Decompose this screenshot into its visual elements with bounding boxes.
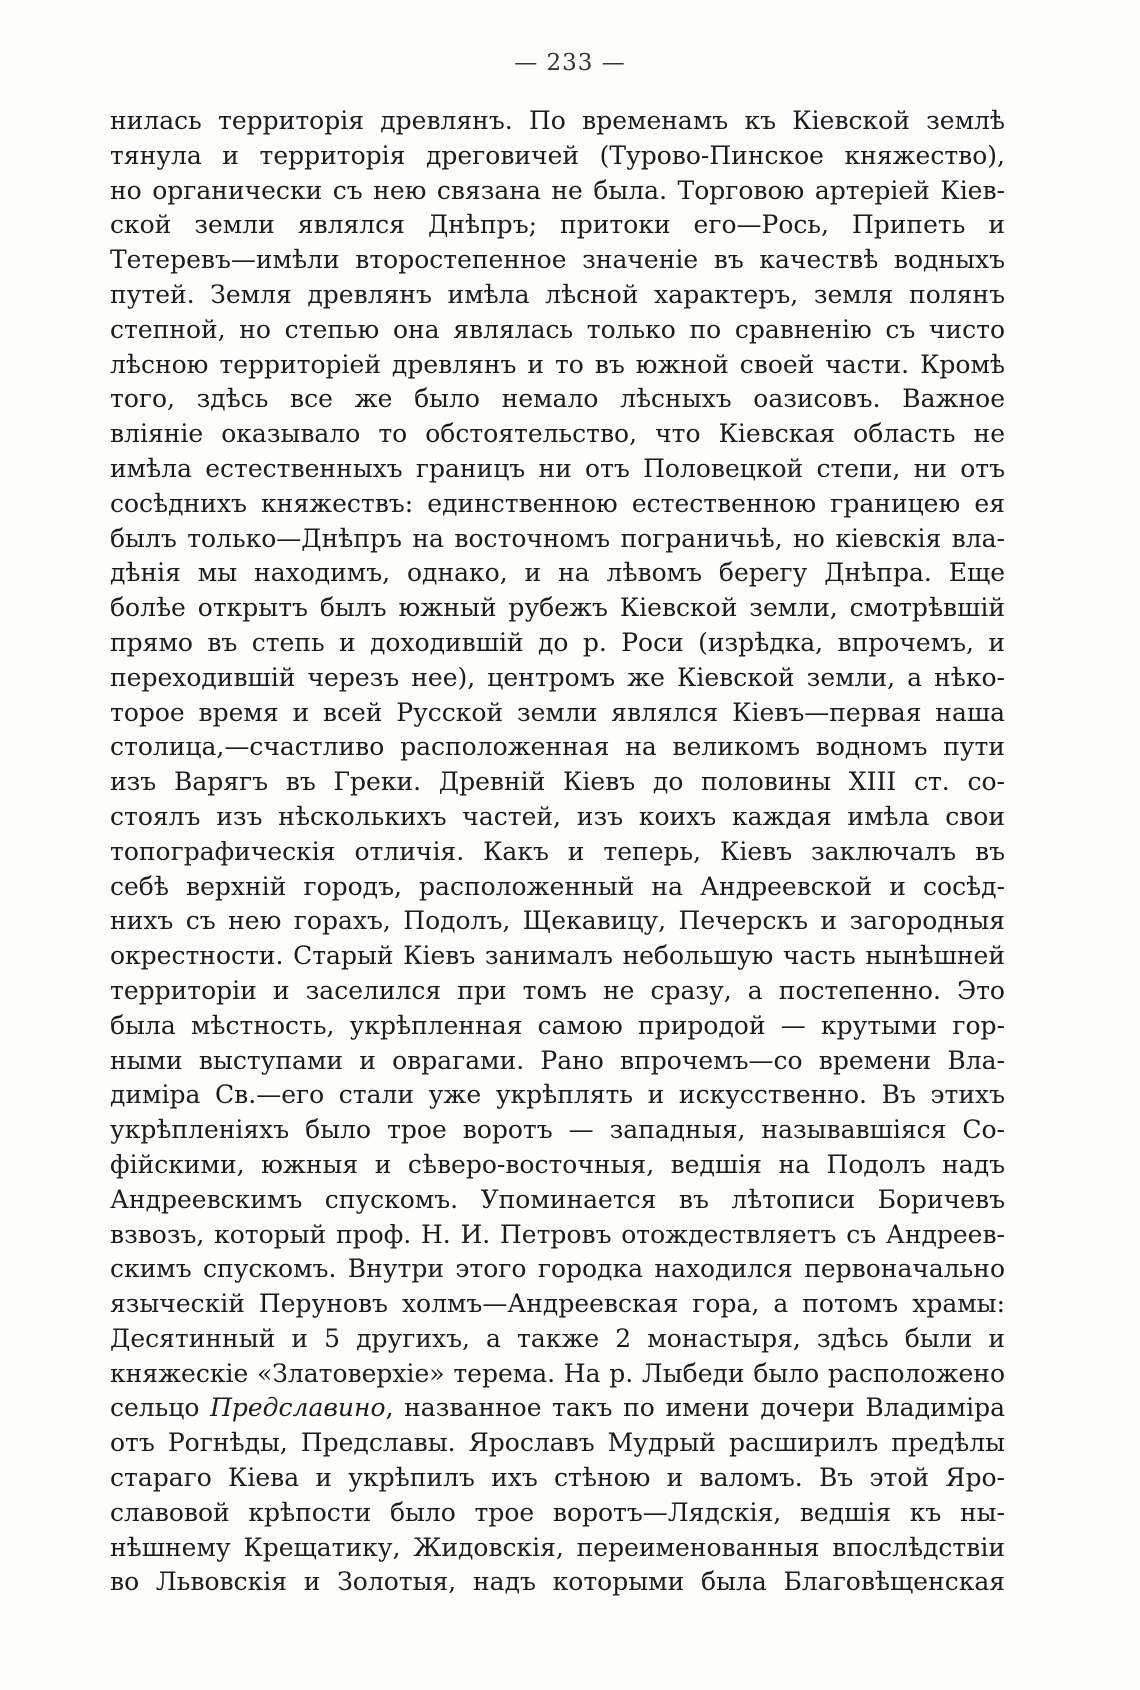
text-line: языческій Перуновъ холмъ—Андреевская гора, а потомъ храмы: (110, 1289, 1005, 1319)
text-line: Десятинный и 5 другихъ, а также 2 монастыря, здѣсь были и (110, 1323, 1005, 1353)
text-line: степной, но степью она являлась только по сравненію съ чисто (110, 314, 1005, 344)
text-line: территоріи и заселился при томъ не сразу, а постепенно. Это (110, 975, 1005, 1005)
text-line: путей. Земля древлянъ имѣла лѣсной характеръ, земля полянъ (110, 279, 1005, 309)
text-line: ными выступами и оврагами. Рано впрочемъ—со времени Вла- (110, 1045, 1005, 1075)
text-line: славовой крѣпости было трое воротъ—Лядскія, ведшія къ ны- (110, 1497, 1005, 1527)
text-line: взвозъ, который проф. Н. И. Петровъ отождествляетъ съ Андреев- (110, 1219, 1005, 1249)
page-number: — 233 — (514, 50, 626, 76)
text-line: стоялъ изъ нѣсколькихъ частей, изъ коихъ каждая имѣла свои (110, 801, 1005, 831)
line-segment: сельцо (110, 1393, 211, 1423)
text-line: диміра Св.—его стали уже укрѣплять и искусственно. Въ этихъ (110, 1080, 1005, 1110)
body-text (110, 104, 1005, 1600)
text-line: окрестности. Старый Кіевъ занималъ небольшую часть нынѣшней (110, 941, 1005, 971)
italic-place-name: Предславино (210, 1393, 386, 1423)
text-line: изъ Варягъ въ Греки. Древній Кіевъ до половины XIII ст. со- (110, 767, 1005, 797)
text-line: тянула и территорія дреговичей (Турово-Пинское княжество), (110, 140, 1005, 170)
text-line: вліяніе оказывало то обстоятельство, что Кіевская область не (110, 419, 1005, 449)
text-line: была мѣстность, укрѣпленная самою природой — крутыми гор- (110, 1010, 1005, 1040)
text-line: торое время и всей Русской земли являлся Кіевъ—первая наша (110, 697, 1005, 727)
text-line: стараго Кіева и укрѣпилъ ихъ стѣною и валомъ. Въ этой Яро- (110, 1463, 1005, 1493)
text-line: нилась территорія древлянъ. По временамъ къ Кіевской землѣ (110, 106, 1005, 135)
text-line: переходившій черезъ нее), центромъ же Кіевской земли, а нѣко- (110, 662, 1005, 692)
text-line: фійскими, южныя и сѣверо-восточныя, ведшія на Подолъ надъ (110, 1149, 1005, 1179)
text-line: скимъ спускомъ. Внутри этого городка находился первоначально (110, 1254, 1005, 1284)
text-line: себѣ верхній городъ, расположенный на Андреевской и сосѣд- (110, 871, 1005, 901)
text-line: нѣшнему Крещатику, Жидовскія, переименованныя впослѣдствіи (110, 1532, 1005, 1562)
text-line: нихъ съ нею горахъ, Подолъ, Щекавицу, Печерскъ и загородныя (110, 906, 1005, 936)
text-line: дѣнія мы находимъ, однако, и на лѣвомъ берегу Днѣпра. Еще (110, 558, 1005, 588)
text-line: того, здѣсь все же было немало лѣсныхъ оазисовъ. Важное (110, 384, 1005, 414)
text-line: столица,—счастливо расположенная на великомъ водномъ пути (110, 732, 1005, 762)
text-line: отъ Рогнѣды, Предславы. Ярославъ Мудрый расширилъ предѣлы (110, 1428, 1005, 1458)
text-line-with-italic (110, 1391, 1005, 1426)
text-line: имѣла естественныхъ границъ ни отъ Половецкой степи, ни отъ (110, 453, 1005, 483)
text-line: во Львовскія и Золотыя, надъ которыми была Благовѣщенская (110, 1567, 1005, 1597)
line-segment: , названное такъ по имени дочери Владиміра (385, 1393, 1005, 1423)
text-line: топографическія отличія. Какъ и теперь, Кіевъ заключалъ въ (110, 836, 1005, 866)
text-line: но органически съ нею связана не была. Торговою артеріей Кіев- (110, 175, 1005, 205)
text-line: болѣе открытъ былъ южный рубежъ Кіевской земли, смотрѣвшій (110, 593, 1005, 623)
text-line: Тетеревъ—имѣли второстепенное значеніе въ качествѣ водныхъ (110, 245, 1005, 275)
text-line: сосѣднихъ княжествъ: единственною естественною границею ея (110, 488, 1005, 518)
text-line: былъ только—Днѣпръ на восточномъ пограничьѣ, но кіевскія вла- (110, 523, 1005, 553)
text-line: княжескіе «Златоверхіе» терема. На р. Лыбеди было расположено (110, 1358, 1005, 1388)
text-line: прямо въ степь и доходившій до р. Роси (изрѣдка, впрочемъ, и (110, 627, 1005, 657)
text-line: укрѣпленіяхъ было трое воротъ — западныя, называвшіяся Со- (110, 1115, 1005, 1145)
text-line: Андреевскимъ спускомъ. Упоминается въ лѣтописи Боричевъ (110, 1184, 1005, 1214)
text-line: лѣсною территоріей древлянъ и то въ южной своей части. Кромѣ (110, 349, 1005, 379)
text-line: ской земли являлся Днѣпръ; притоки его—Рось, Припеть и (110, 210, 1005, 240)
